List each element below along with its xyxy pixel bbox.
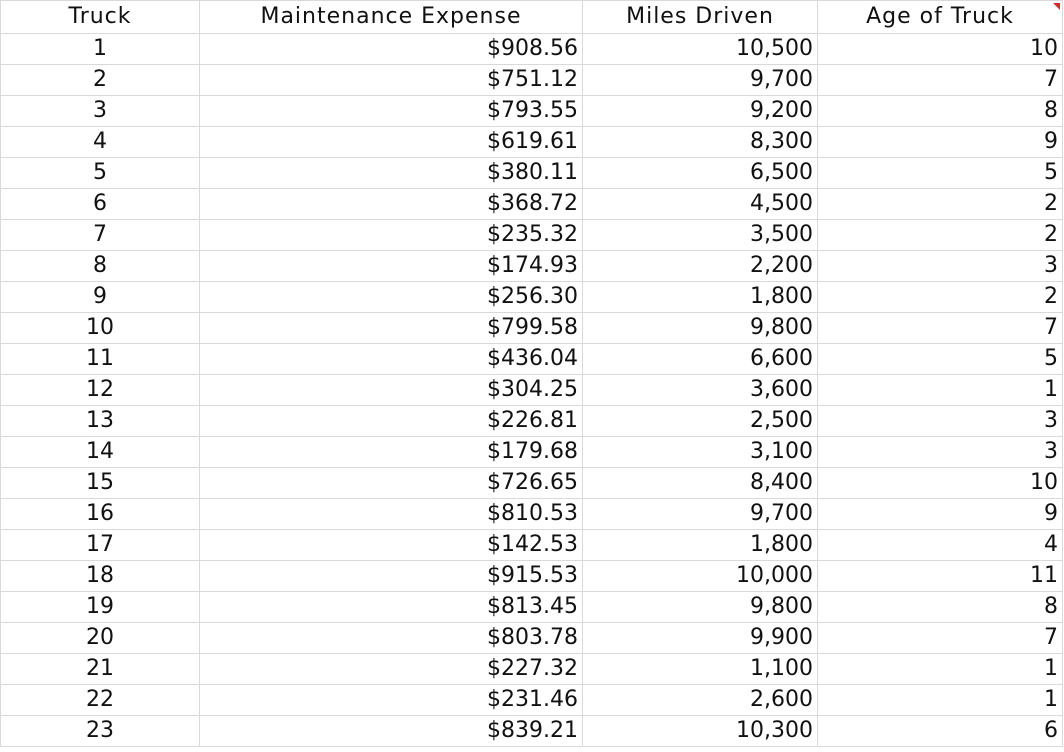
cell-maintenance-expense[interactable]: $380.11 xyxy=(200,158,583,189)
cell-truck[interactable]: 14 xyxy=(1,437,200,468)
cell-truck[interactable]: 9 xyxy=(1,282,200,313)
cell-truck[interactable]: 10 xyxy=(1,313,200,344)
cell-miles-driven[interactable]: 1,100 xyxy=(583,654,818,685)
cell-age-of-truck[interactable]: 6 xyxy=(818,716,1063,747)
cell-age-of-truck[interactable]: 10 xyxy=(818,468,1063,499)
cell-truck[interactable]: 11 xyxy=(1,344,200,375)
cell-age-of-truck[interactable]: 3 xyxy=(818,437,1063,468)
table-row xyxy=(1,189,1063,220)
cell-truck[interactable]: 17 xyxy=(1,530,200,561)
cell-miles-driven[interactable]: 9,200 xyxy=(583,96,818,127)
cell-truck[interactable]: 19 xyxy=(1,592,200,623)
table-row xyxy=(1,530,1063,561)
cell-truck[interactable]: 3 xyxy=(1,96,200,127)
table-row xyxy=(1,623,1063,654)
table-row xyxy=(1,220,1063,251)
cell-truck[interactable]: 20 xyxy=(1,623,200,654)
cell-age-of-truck[interactable]: 7 xyxy=(818,623,1063,654)
cell-maintenance-expense[interactable]: $839.21 xyxy=(200,716,583,747)
header-maintenance-expense[interactable]: Maintenance Expense xyxy=(200,1,583,34)
cell-age-of-truck[interactable]: 11 xyxy=(818,561,1063,592)
cell-maintenance-expense[interactable]: $803.78 xyxy=(200,623,583,654)
cell-miles-driven[interactable]: 9,900 xyxy=(583,623,818,654)
table-row xyxy=(1,406,1063,437)
cell-age-of-truck[interactable]: 3 xyxy=(818,251,1063,282)
cell-truck[interactable]: 21 xyxy=(1,654,200,685)
table-row xyxy=(1,313,1063,344)
cell-truck[interactable]: 2 xyxy=(1,65,200,96)
cell-maintenance-expense[interactable]: $813.45 xyxy=(200,592,583,623)
cell-maintenance-expense[interactable]: $179.68 xyxy=(200,437,583,468)
cell-truck[interactable]: 6 xyxy=(1,189,200,220)
table-row xyxy=(1,716,1063,747)
cell-maintenance-expense[interactable]: $908.56 xyxy=(200,34,583,65)
cell-miles-driven[interactable]: 8,400 xyxy=(583,468,818,499)
cell-age-of-truck[interactable]: 8 xyxy=(818,592,1063,623)
header-age-label: Age of Truck xyxy=(866,4,1014,29)
cell-age-of-truck[interactable]: 2 xyxy=(818,189,1063,220)
table-row xyxy=(1,65,1063,96)
header-truck[interactable]: Truck xyxy=(1,1,200,34)
cell-miles-driven[interactable]: 3,500 xyxy=(583,220,818,251)
cell-miles-driven[interactable]: 1,800 xyxy=(583,282,818,313)
cell-miles-driven[interactable]: 9,800 xyxy=(583,313,818,344)
table-row xyxy=(1,282,1063,313)
table-row xyxy=(1,685,1063,716)
cell-maintenance-expense[interactable]: $231.46 xyxy=(200,685,583,716)
cell-truck[interactable]: 1 xyxy=(1,34,200,65)
cell-truck[interactable]: 7 xyxy=(1,220,200,251)
table-body xyxy=(1,34,1063,747)
table-row xyxy=(1,375,1063,406)
cell-maintenance-expense[interactable]: $915.53 xyxy=(200,561,583,592)
cell-maintenance-expense[interactable]: $304.25 xyxy=(200,375,583,406)
table-row xyxy=(1,561,1063,592)
cell-miles-driven[interactable]: 2,600 xyxy=(583,685,818,716)
cell-miles-driven[interactable]: 2,500 xyxy=(583,406,818,437)
table-row xyxy=(1,96,1063,127)
cell-maintenance-expense[interactable]: $726.65 xyxy=(200,468,583,499)
cell-miles-driven[interactable]: 3,100 xyxy=(583,437,818,468)
cell-age-of-truck[interactable]: 2 xyxy=(818,220,1063,251)
cell-age-of-truck[interactable]: 10 xyxy=(818,34,1063,65)
cell-maintenance-expense[interactable]: $235.32 xyxy=(200,220,583,251)
cell-age-of-truck[interactable]: 7 xyxy=(818,313,1063,344)
cell-truck[interactable]: 23 xyxy=(1,716,200,747)
cell-truck[interactable]: 15 xyxy=(1,468,200,499)
cell-truck[interactable]: 22 xyxy=(1,685,200,716)
cell-age-of-truck[interactable]: 4 xyxy=(818,530,1063,561)
table-row xyxy=(1,468,1063,499)
cell-truck[interactable]: 18 xyxy=(1,561,200,592)
table-row xyxy=(1,158,1063,189)
cell-miles-driven[interactable]: 4,500 xyxy=(583,189,818,220)
cell-maintenance-expense[interactable]: $751.12 xyxy=(200,65,583,96)
cell-maintenance-expense[interactable]: $436.04 xyxy=(200,344,583,375)
cell-truck[interactable]: 4 xyxy=(1,127,200,158)
cell-miles-driven[interactable]: 9,800 xyxy=(583,592,818,623)
cell-maintenance-expense[interactable]: $256.30 xyxy=(200,282,583,313)
cell-age-of-truck[interactable]: 9 xyxy=(818,499,1063,530)
cell-age-of-truck[interactable]: 3 xyxy=(818,406,1063,437)
cell-age-of-truck[interactable]: 1 xyxy=(818,685,1063,716)
cell-maintenance-expense[interactable]: $368.72 xyxy=(200,189,583,220)
cell-miles-driven[interactable]: 6,600 xyxy=(583,344,818,375)
table-row xyxy=(1,34,1063,65)
cell-miles-driven[interactable]: 3,600 xyxy=(583,375,818,406)
table-row xyxy=(1,344,1063,375)
cell-miles-driven[interactable]: 10,500 xyxy=(583,34,818,65)
cell-maintenance-expense[interactable]: $799.58 xyxy=(200,313,583,344)
cell-maintenance-expense[interactable]: $793.55 xyxy=(200,96,583,127)
cell-age-of-truck[interactable]: 2 xyxy=(818,282,1063,313)
header-age-of-truck[interactable] xyxy=(818,1,1063,34)
cell-age-of-truck[interactable]: 1 xyxy=(818,375,1063,406)
cell-maintenance-expense[interactable]: $174.93 xyxy=(200,251,583,282)
cell-age-of-truck[interactable]: 5 xyxy=(818,344,1063,375)
table-row xyxy=(1,437,1063,468)
cell-maintenance-expense[interactable]: $810.53 xyxy=(200,499,583,530)
table-row xyxy=(1,251,1063,282)
cell-miles-driven[interactable]: 10,000 xyxy=(583,561,818,592)
cell-age-of-truck[interactable]: 8 xyxy=(818,96,1063,127)
comment-indicator-icon[interactable] xyxy=(1053,3,1060,10)
cell-miles-driven[interactable]: 8,300 xyxy=(583,127,818,158)
cell-maintenance-expense[interactable]: $227.32 xyxy=(200,654,583,685)
cell-miles-driven[interactable]: 9,700 xyxy=(583,499,818,530)
cell-miles-driven[interactable]: 2,200 xyxy=(583,251,818,282)
cell-age-of-truck[interactable]: 5 xyxy=(818,158,1063,189)
cell-maintenance-expense[interactable]: $226.81 xyxy=(200,406,583,437)
cell-maintenance-expense[interactable]: $142.53 xyxy=(200,530,583,561)
cell-age-of-truck[interactable]: 7 xyxy=(818,65,1063,96)
cell-truck[interactable]: 13 xyxy=(1,406,200,437)
cell-maintenance-expense[interactable]: $619.61 xyxy=(200,127,583,158)
header-row xyxy=(1,1,1063,34)
cell-miles-driven[interactable]: 1,800 xyxy=(583,530,818,561)
table-row xyxy=(1,127,1063,158)
cell-truck[interactable]: 12 xyxy=(1,375,200,406)
cell-miles-driven[interactable]: 6,500 xyxy=(583,158,818,189)
cell-miles-driven[interactable]: 9,700 xyxy=(583,65,818,96)
cell-age-of-truck[interactable]: 9 xyxy=(818,127,1063,158)
cell-age-of-truck[interactable]: 1 xyxy=(818,654,1063,685)
cell-truck[interactable]: 8 xyxy=(1,251,200,282)
cell-truck[interactable]: 5 xyxy=(1,158,200,189)
table-row xyxy=(1,499,1063,530)
cell-truck[interactable]: 16 xyxy=(1,499,200,530)
cell-miles-driven[interactable]: 10,300 xyxy=(583,716,818,747)
header-miles-driven[interactable]: Miles Driven xyxy=(583,1,818,34)
table-row xyxy=(1,592,1063,623)
table-row xyxy=(1,654,1063,685)
